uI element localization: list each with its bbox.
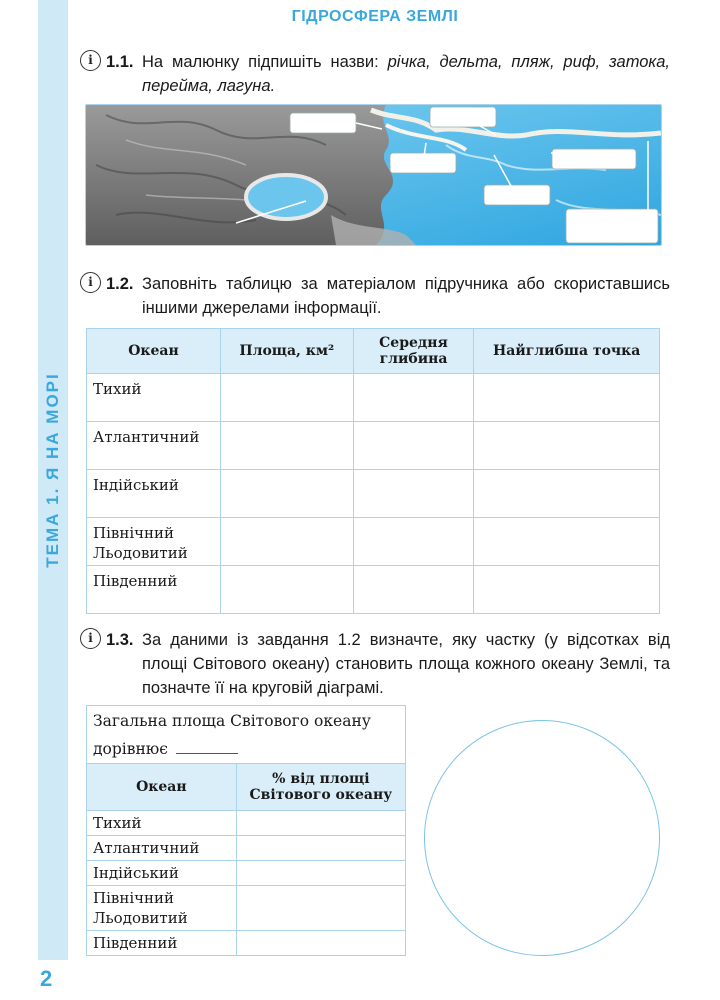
ocean-name: Атлантичний — [87, 422, 221, 470]
percent-cell[interactable] — [236, 861, 405, 886]
table-header-row — [87, 329, 660, 374]
table-row — [87, 886, 406, 931]
task-number: 1.3. — [106, 631, 134, 649]
header-percent: % від площі Світового океану — [236, 764, 405, 811]
coast-illustration — [85, 104, 662, 246]
task-1-1 — [80, 50, 670, 98]
pie-chart-circle[interactable] — [424, 720, 660, 956]
depth-cell[interactable] — [353, 422, 474, 470]
deepest-cell[interactable] — [474, 518, 660, 566]
area-cell[interactable] — [220, 374, 353, 422]
area-cell[interactable] — [220, 422, 353, 470]
ocean-table — [86, 328, 660, 614]
task-text: Заповніть таблицю за матеріалом підручника або скориставшись іншими джерелами інформації. — [142, 275, 670, 317]
table-row — [87, 861, 406, 886]
area-cell[interactable] — [220, 470, 353, 518]
ocean-name: Атлантичний — [87, 836, 237, 861]
percent-cell[interactable] — [236, 836, 405, 861]
page-number: 2 — [40, 966, 53, 991]
total-area-label: Загальна площа Світового океану дорівнює — [93, 712, 371, 758]
task-1-2 — [80, 272, 670, 320]
deepest-cell[interactable] — [474, 422, 660, 470]
header-depth: Середня глибина — [353, 329, 474, 374]
percent-cell[interactable] — [236, 811, 405, 836]
task-number: 1.2. — [106, 275, 134, 293]
percent-cell[interactable] — [236, 886, 405, 931]
table-row — [87, 836, 406, 861]
answer-blank[interactable] — [176, 753, 238, 754]
table-row — [87, 931, 406, 956]
theme-label: ТЕМА 1. Я НА МОРІ — [43, 372, 62, 568]
deepest-cell[interactable] — [474, 374, 660, 422]
area-cell[interactable] — [220, 566, 353, 614]
ocean-name: Північний Льодовитий — [87, 518, 221, 566]
depth-cell[interactable] — [353, 374, 474, 422]
page-title: ГІДРОСФЕРА ЗЕМЛІ — [291, 8, 459, 25]
lagoon-shape — [246, 175, 326, 219]
depth-cell[interactable] — [353, 470, 474, 518]
table-header-row — [87, 764, 406, 811]
deepest-cell[interactable] — [474, 566, 660, 614]
info-book-icon: i — [80, 272, 101, 293]
total-row — [87, 706, 406, 764]
area-cell[interactable] — [220, 518, 353, 566]
header-area: Площа, км² — [220, 329, 353, 374]
info-book-icon: i — [80, 628, 101, 649]
label-box-1 — [290, 113, 356, 133]
percent-table — [86, 705, 406, 956]
ocean-name: Південний — [87, 931, 237, 956]
table-row — [87, 518, 660, 566]
ocean-name: Південний — [87, 566, 221, 614]
task-text: За даними із завдання 1.2 визначте, яку частку (у відсотках від площі Світового океану) становить площа кожного океану Землі, та позначте її на круговій діаграмі. — [142, 631, 670, 697]
header-ocean: Океан — [87, 329, 221, 374]
depth-cell[interactable] — [353, 566, 474, 614]
label-box-5 — [484, 185, 550, 205]
ocean-name: Тихий — [87, 811, 237, 836]
table-row — [87, 470, 660, 518]
ocean-name: Тихий — [87, 374, 221, 422]
label-box-2 — [430, 107, 496, 127]
header-ocean: Океан — [87, 764, 237, 811]
header-deepest: Найглибша точка — [474, 329, 660, 374]
total-area-cell — [87, 706, 406, 764]
ocean-name: Індійський — [87, 861, 237, 886]
percent-cell[interactable] — [236, 931, 405, 956]
info-book-icon: i — [80, 50, 101, 71]
table-row — [87, 422, 660, 470]
table-row — [87, 811, 406, 836]
table-row — [87, 566, 660, 614]
ocean-name: Індійський — [87, 470, 221, 518]
task-number: 1.1. — [106, 53, 134, 71]
task-1-3 — [80, 628, 670, 700]
table-row — [87, 374, 660, 422]
deepest-cell[interactable] — [474, 470, 660, 518]
label-box-6 — [566, 209, 658, 243]
task-text: На малюнку підпишіть назви: річка, дельта, пляж, риф, затока, перейма, лагуна. — [142, 53, 670, 95]
depth-cell[interactable] — [353, 518, 474, 566]
ocean-name: Північний Льодовитий — [87, 886, 237, 931]
